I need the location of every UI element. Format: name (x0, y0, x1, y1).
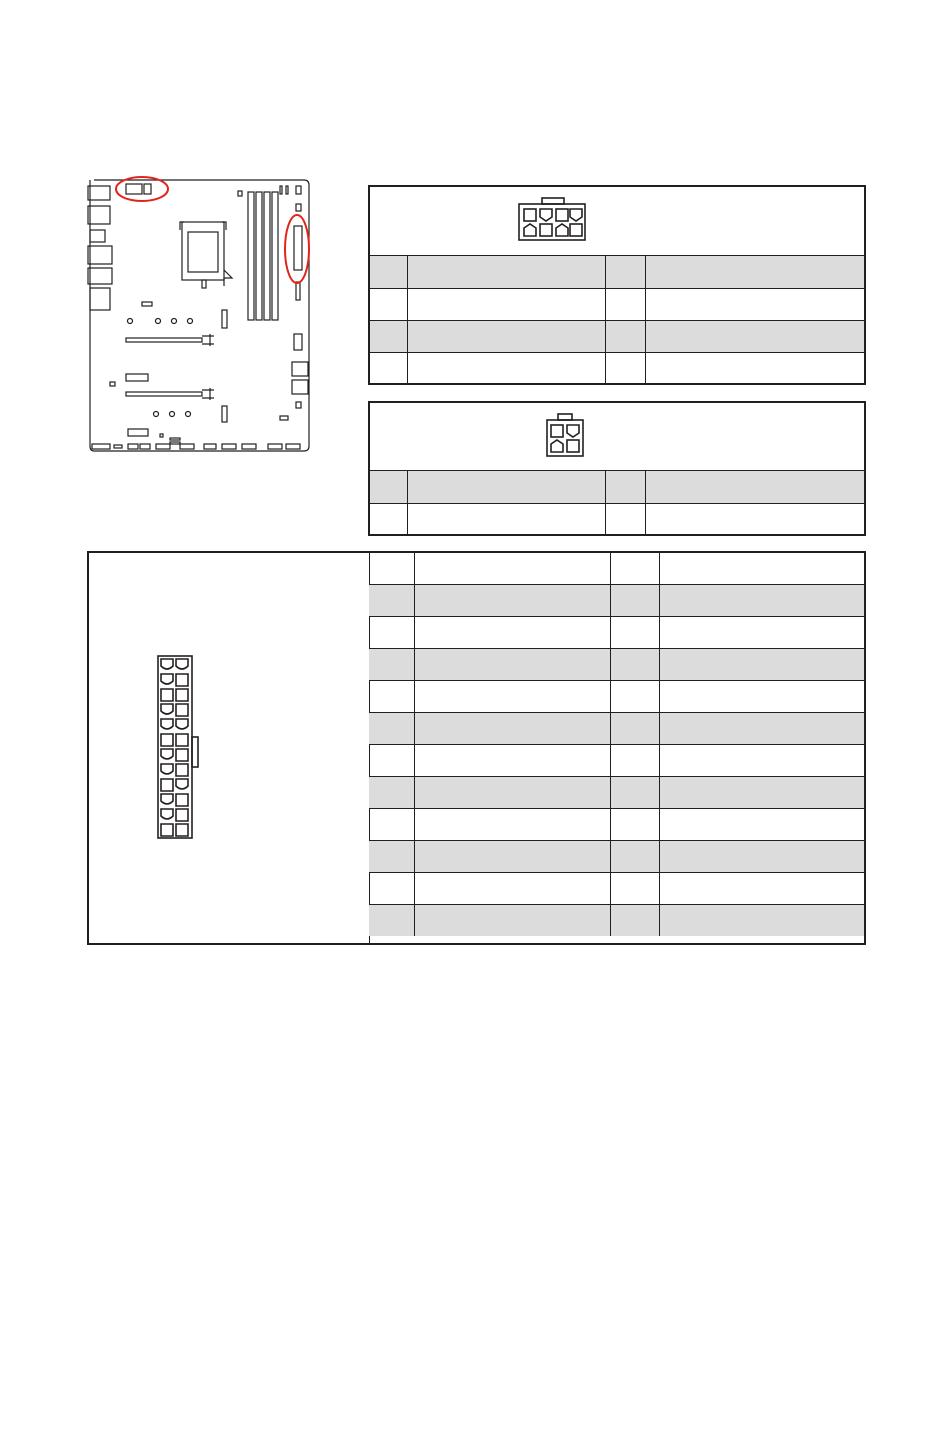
signal-name-cell (659, 809, 864, 841)
signal-name-cell (407, 320, 605, 352)
signal-name-cell (407, 256, 605, 288)
signal-name-cell (659, 873, 864, 905)
signal-name-cell (407, 503, 605, 534)
pin-number-cell (369, 841, 414, 873)
pin-number-cell (605, 288, 645, 320)
table-row (369, 585, 864, 617)
signal-name-cell (414, 809, 610, 841)
signal-name-cell (407, 288, 605, 320)
connector-pin (161, 704, 173, 714)
signal-name-cell (659, 905, 864, 937)
atx-power-24pin-image-cell (89, 553, 370, 943)
signal-name-cell (659, 553, 864, 585)
signal-name-cell (645, 503, 864, 534)
connector-pin (161, 779, 173, 791)
signal-name-cell (659, 585, 864, 617)
signal-name-cell (659, 681, 864, 713)
pin-number-cell (610, 809, 659, 841)
pin-number-cell (369, 873, 414, 905)
connector-pin (176, 824, 188, 836)
table-row (369, 617, 864, 649)
cpu-power-4pin-panel (368, 401, 866, 536)
table-row (370, 288, 864, 320)
pin-number-cell (370, 471, 407, 503)
connector-pin (176, 689, 188, 701)
connector-pin (176, 779, 188, 789)
table-row (369, 649, 864, 681)
connector-pin (176, 764, 188, 776)
pin-number-cell (370, 320, 407, 352)
pin-number-cell (369, 713, 414, 745)
signal-name-cell (659, 617, 864, 649)
pin-number-cell (610, 617, 659, 649)
signal-name-cell (414, 745, 610, 777)
signal-name-cell (414, 649, 610, 681)
pin-number-cell (610, 553, 659, 585)
table-row (369, 745, 864, 777)
signal-name-cell (414, 553, 610, 585)
pin-number-cell (610, 873, 659, 905)
signal-name-cell (414, 777, 610, 809)
pin-number-cell (369, 617, 414, 649)
cpu-power-8pin-panel (368, 185, 866, 385)
signal-name-cell (414, 585, 610, 617)
table-row (369, 873, 864, 905)
signal-name-cell (645, 320, 864, 352)
atx-power-highlight-ellipse (285, 215, 309, 283)
pin-number-cell (605, 352, 645, 383)
pin-number-cell (369, 905, 414, 937)
pin-number-cell (610, 713, 659, 745)
signal-name-cell (407, 352, 605, 383)
pin-number-cell (370, 503, 407, 534)
24-pin-atx-connector-icon (157, 655, 201, 843)
8-pin-power-connector-icon (518, 197, 586, 241)
signal-name-cell (659, 713, 864, 745)
signal-name-cell (414, 681, 610, 713)
pin-number-cell (370, 256, 407, 288)
connector-pin (161, 734, 173, 746)
connector-pin (161, 689, 173, 701)
connector-pin (176, 749, 188, 761)
connector-pin (161, 764, 173, 774)
pin-number-cell (605, 256, 645, 288)
signal-name-cell (645, 256, 864, 288)
cpu-power-8pin-header (370, 187, 864, 256)
connector-pin (161, 659, 173, 669)
table-row (369, 809, 864, 841)
signal-name-cell (414, 841, 610, 873)
pin-number-cell (369, 809, 414, 841)
connector-pin (176, 674, 188, 686)
signal-name-cell (645, 471, 864, 503)
pin-number-cell (369, 585, 414, 617)
table-row (370, 471, 864, 503)
pin-number-cell (610, 649, 659, 681)
cpu-power-8pin-table (370, 256, 864, 383)
connector-pin (176, 659, 188, 669)
signal-name-cell (645, 352, 864, 383)
connector-pin (176, 794, 188, 806)
signal-name-cell (659, 777, 864, 809)
connector-pin (176, 809, 188, 821)
pin-number-cell (610, 681, 659, 713)
pin-number-cell (370, 288, 407, 320)
pin-number-cell (610, 745, 659, 777)
pin-number-cell (369, 553, 414, 585)
atx-power-24pin-table (369, 553, 864, 936)
connector-pin (176, 719, 188, 729)
pin-number-cell (605, 503, 645, 534)
pin-number-cell (610, 777, 659, 809)
pin-number-cell (605, 320, 645, 352)
table-row (370, 320, 864, 352)
pin-number-cell (370, 352, 407, 383)
motherboard-diagram (84, 174, 316, 460)
signal-name-cell (414, 713, 610, 745)
pin-number-cell (369, 777, 414, 809)
signal-name-cell (407, 471, 605, 503)
pin-number-cell (369, 649, 414, 681)
signal-name-cell (659, 649, 864, 681)
table-row (370, 503, 864, 534)
connector-pin (176, 734, 188, 746)
table-row (369, 553, 864, 585)
connector-pin (161, 824, 173, 836)
signal-name-cell (659, 841, 864, 873)
pin-number-cell (610, 905, 659, 937)
signal-name-cell (414, 873, 610, 905)
signal-name-cell (645, 288, 864, 320)
cpu-power-4pin-header (370, 403, 864, 471)
connector-pin (161, 749, 173, 759)
table-row (369, 681, 864, 713)
connector-pin (161, 809, 173, 819)
connector-pin (161, 794, 173, 804)
table-row (369, 777, 864, 809)
signal-name-cell (414, 905, 610, 937)
table-row (369, 841, 864, 873)
connector-pin (161, 719, 173, 729)
pin-number-cell (610, 585, 659, 617)
pin-number-cell (369, 681, 414, 713)
table-row (370, 256, 864, 288)
cpu-power-4pin-table (370, 471, 864, 534)
pin-number-cell (369, 745, 414, 777)
table-row (370, 352, 864, 383)
pin-number-cell (605, 471, 645, 503)
connector-pin (161, 674, 173, 684)
pin-number-cell (610, 841, 659, 873)
table-row (369, 713, 864, 745)
signal-name-cell (414, 617, 610, 649)
signal-name-cell (659, 745, 864, 777)
connector-pin (176, 704, 188, 716)
4-pin-power-connector-icon (546, 413, 584, 457)
table-row (369, 905, 864, 937)
atx-power-24pin-panel (87, 551, 866, 945)
